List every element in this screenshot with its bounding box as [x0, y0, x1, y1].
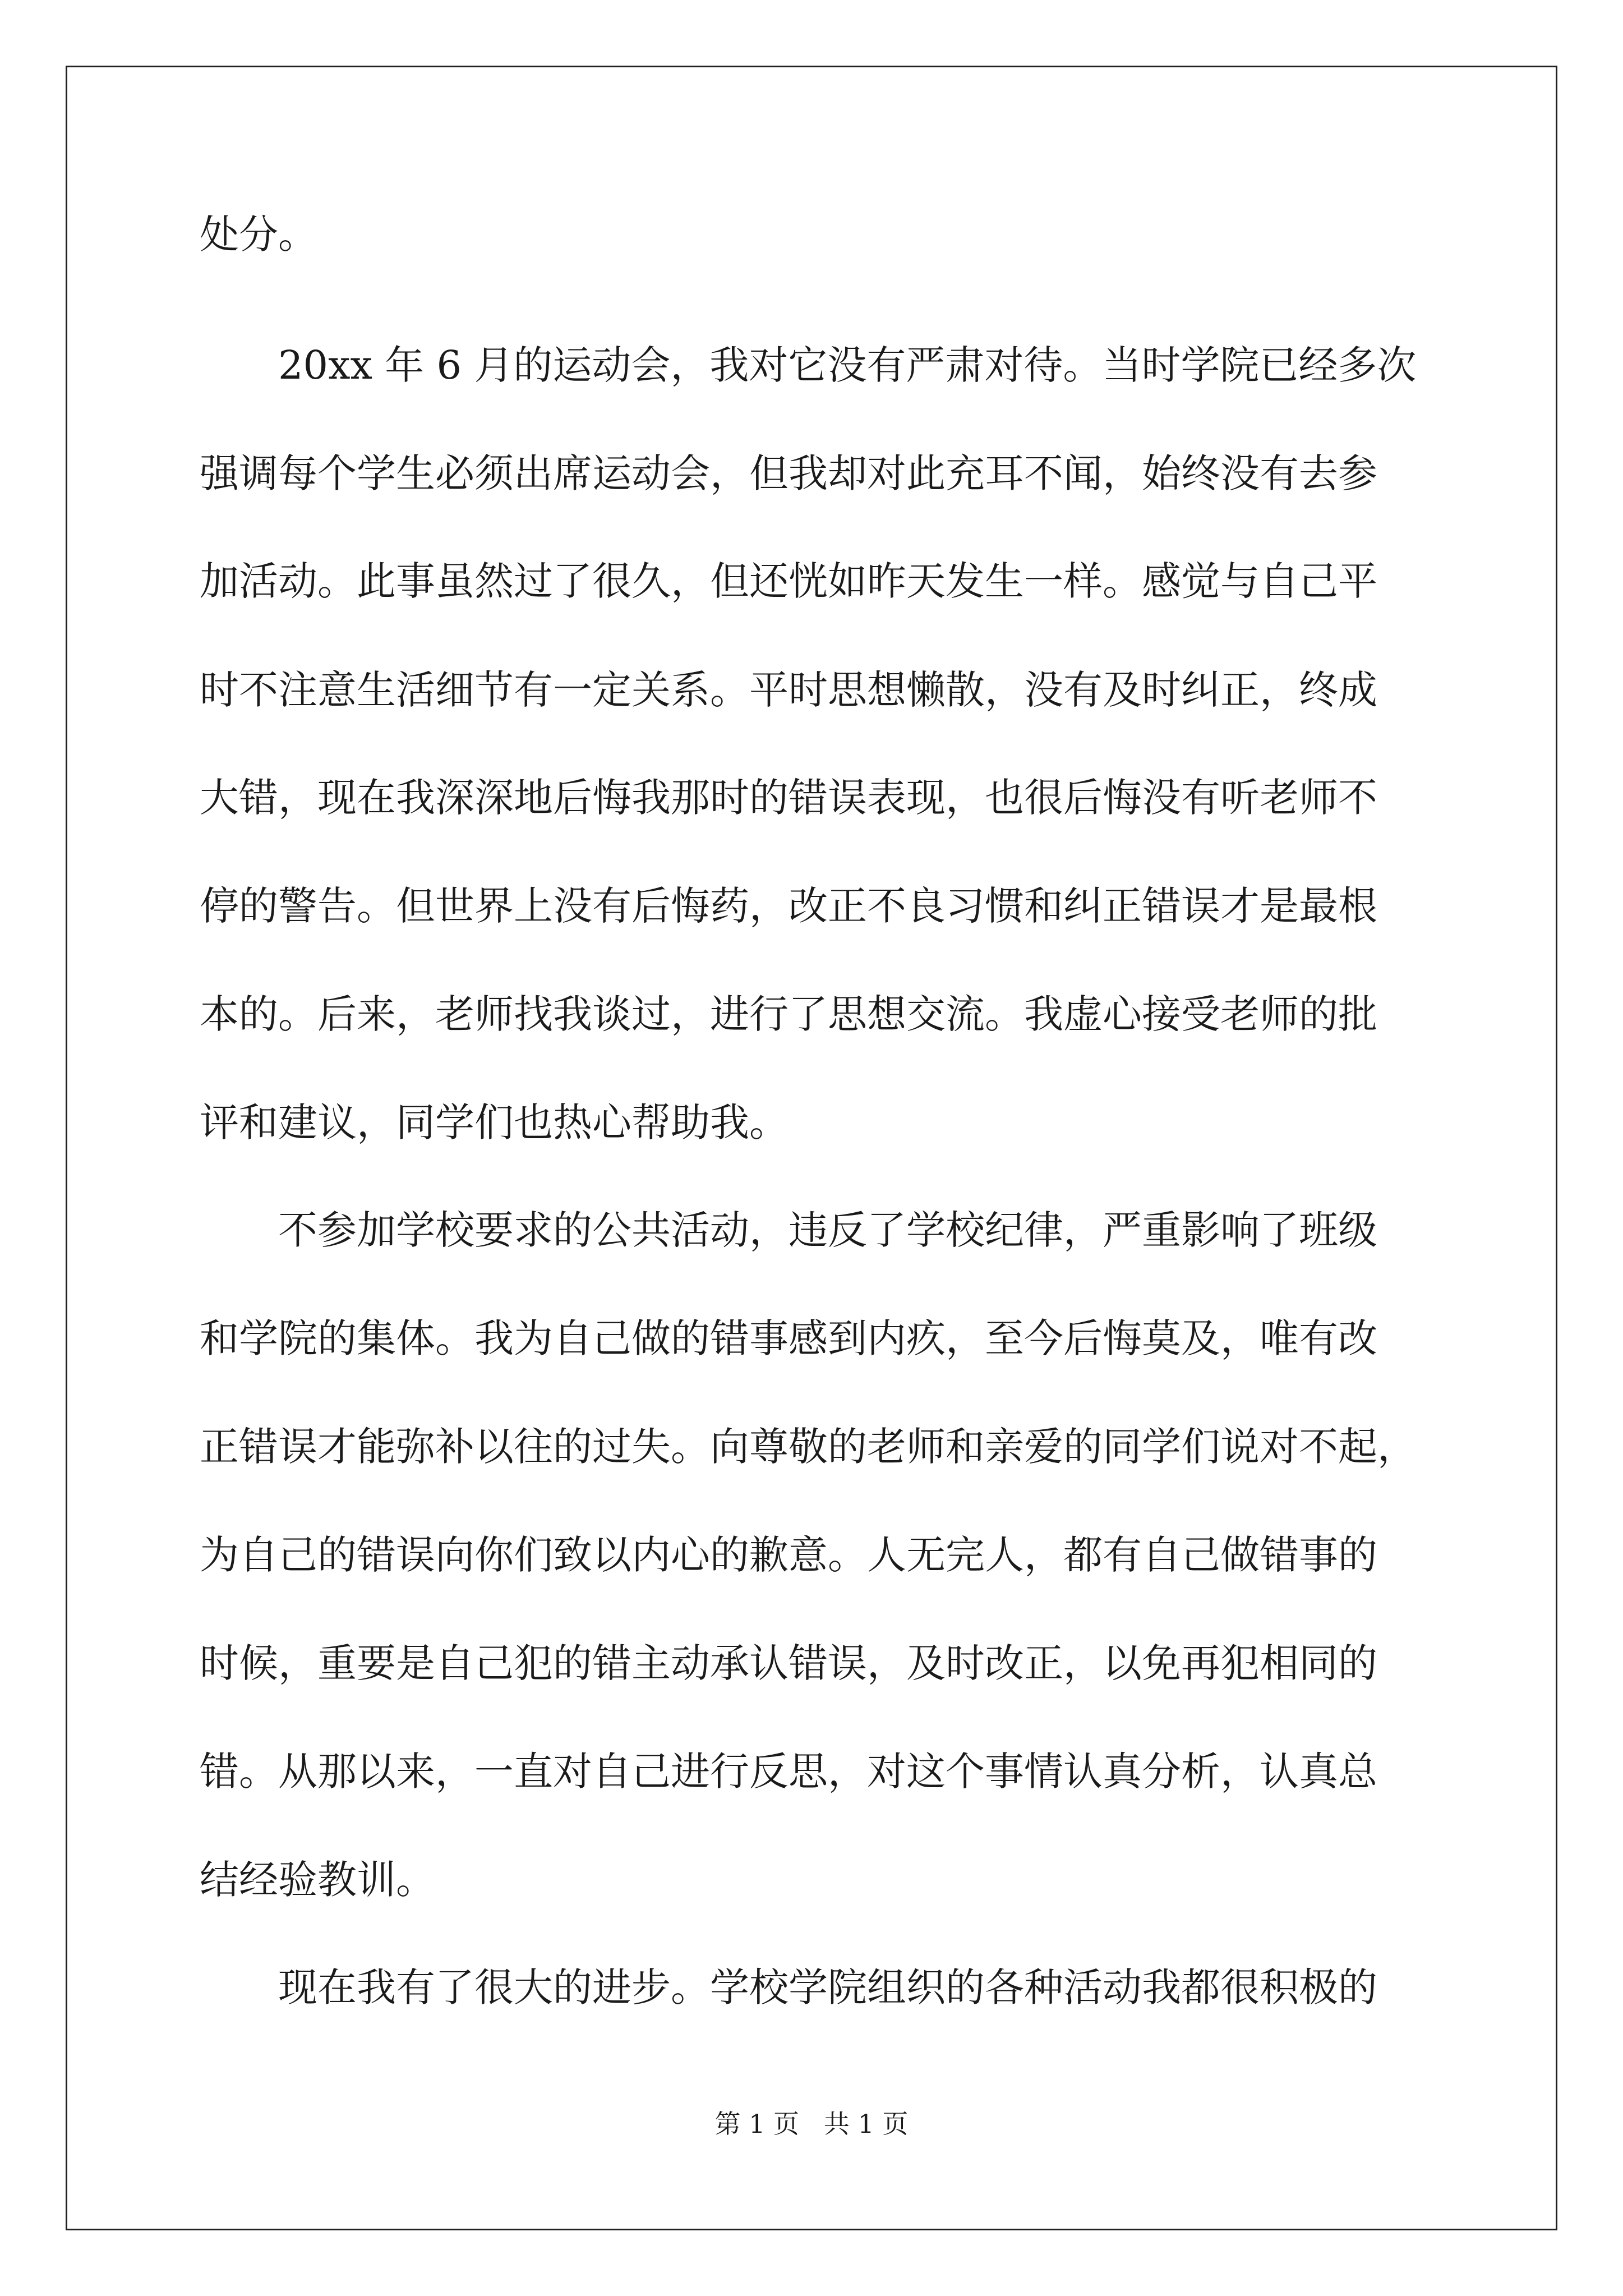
text-line: 处分。 — [200, 211, 317, 257]
text-line: 时不注意生活细节有一定关系。平时思想懒散，没有及时纠正，终成 — [200, 667, 1377, 713]
text-line: 错。从那以来，一直对自己进行反思，对这个事情认真分析，认真总 — [200, 1749, 1377, 1795]
text-line: 停的警告。但世界上没有后悔药，改正不良习惯和纠正错误才是最根 — [200, 883, 1377, 929]
page-border — [66, 66, 1557, 2230]
text-line: 和学院的集体。我为自己做的错事感到内疚，至今后悔莫及，唯有改 — [200, 1315, 1377, 1361]
text-line: 不参加学校要求的公共活动，违反了学校纪律，严重影响了班级 — [278, 1207, 1377, 1253]
text-line: 时候，重要是自己犯的错主动承认错误，及时改正，以免再犯相同的 — [200, 1640, 1377, 1686]
text-line: 强调每个学生必须出席运动会，但我却对此充耳不闻，始终没有去参 — [200, 450, 1377, 496]
text-line: 评和建议，同学们也热心帮助我。 — [200, 1099, 789, 1145]
text-line: 正错误才能弥补以往的过失。向尊敬的老师和亲爱的同学们说对不起， — [200, 1424, 1417, 1470]
text-line: 大错，现在我深深地后悔我那时的错误表现，也很后悔没有听老师不 — [200, 775, 1377, 821]
page-footer: 第 1 页 共 1 页 — [714, 2109, 909, 2139]
text-line: 本的。后来，老师找我谈过，进行了思想交流。我虚心接受老师的批 — [200, 991, 1377, 1037]
text-line: 20xx 年 6 月的运动会，我对它没有严肃对待。当时学院已经多次 — [278, 342, 1417, 388]
text-line: 加活动。此事虽然过了很久，但还恍如昨天发生一样。感觉与自己平 — [200, 558, 1377, 604]
text-line: 为自己的错误向你们致以内心的歉意。人无完人，都有自己做错事的 — [200, 1532, 1377, 1578]
text-line: 现在我有了很大的进步。学校学院组织的各种活动我都很积极的 — [278, 1964, 1377, 2010]
text-line: 结经验教训。 — [200, 1857, 435, 1903]
